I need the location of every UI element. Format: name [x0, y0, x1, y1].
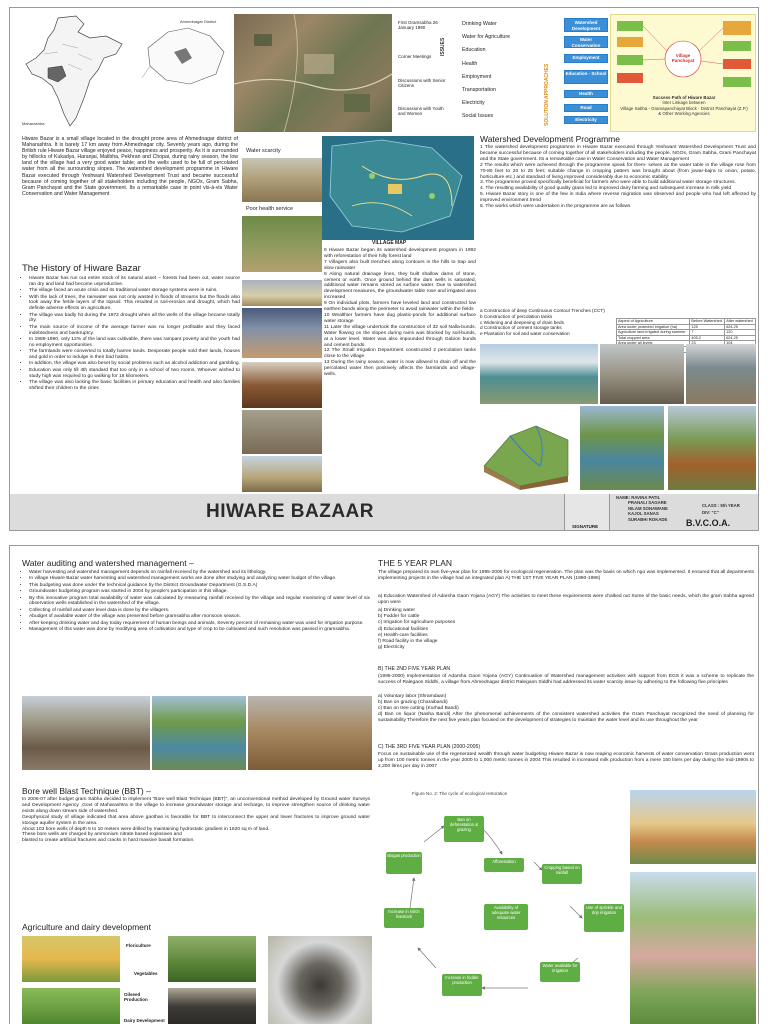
table-cell: 120 — [725, 330, 756, 336]
intro-paragraph: Hiware Bazar is a small village located in the drought prone area of Ahmednagar district of Maharashtra. It is barely 17 km away from Ahmednagar city. Seventy years ago, during the British rule Hiware Bazar village enjoyed peace, happiness and prosperity. As it is surrounded by hillocks of Kukadya, Haranjai, Malibha, Pekhran and Chopai, during rainy season, the low land of the village had a very good water table; and the wells used to be full of percolated water from all the surrounding slopes. The watershed development programme in Hiware Bazar executed through Yeshwant Watershed Development Trust and became successful because of coming together of all stakeholders including the people, NGOs, Gram Sabha, Gram Panchayat and the State government. Its a remarkable case in point vis-à-vis Water Conservation and Water Management — [22, 136, 238, 197]
solution-box: Health — [564, 90, 608, 98]
table-header: Aspect of Agriculture — [617, 319, 690, 325]
state-label: Maharashtra — [22, 121, 45, 126]
cycle-node: Availability of adequate water resources — [484, 904, 528, 930]
agri-label: Vegetables — [134, 971, 158, 976]
issue-item: Social Issues — [462, 113, 494, 120]
timeline-item: Corner Meetings — [398, 54, 432, 59]
works-item: b Construction of percolation tanks — [480, 313, 553, 319]
blast-photo — [268, 936, 372, 1024]
audit-item: • By this innovative program total availability of water was calculated by measuring rainfall received by the village and regular monitoring of water level of six observation wells established in the watershed of the village. — [29, 596, 370, 608]
pond-photo — [580, 406, 664, 490]
plan1-item: g) Electricity — [378, 645, 405, 651]
chart-caption-line: & Other Working Agencies — [658, 111, 710, 117]
history-list — [22, 276, 240, 392]
school-photo — [242, 308, 322, 358]
plan1-item: e) Health-care facilities — [378, 632, 428, 638]
plan1-text: a) Education Watershed of Adarsha Gaon Yojana (AGY) The activities to meet these requirements were chalked out Some of the basic needs, which the gram Sabha agreed upon were — [378, 594, 754, 605]
chart-caption — [613, 95, 755, 117]
table-cell: 624.25 — [725, 335, 756, 341]
meeting-photo — [22, 696, 150, 770]
audit-title: Water auditing and watershed management – — [22, 558, 194, 568]
chart-center-label: Village Panchayat — [671, 53, 695, 63]
names-label: NAME: RAVINA PATIL — [616, 495, 661, 500]
plan1-list — [378, 608, 455, 651]
embankment-photo — [600, 344, 684, 404]
works-list — [480, 308, 618, 337]
timeline — [396, 16, 452, 132]
poor-health-photo — [242, 216, 322, 272]
cycle-node: Cropping based on rainfall — [542, 864, 582, 884]
plan3-text: Focus on sustainable use of the regenerated wealth through water budgeting Hiware Bazar is now reaping economic harvests of water conservation Grass production went up from 100 metric tonnes in the year 2000 to 1,000 metric tonnes in 2004 This resulted in increased milk production from a mere 150 liters per day during the mid-1990s to 2,200 litres per day in 2007 — [378, 752, 754, 769]
dairy-photo — [168, 988, 256, 1024]
history-title: The History of Hiware Bazar — [22, 263, 141, 274]
issue-item: Drinking Water — [462, 21, 497, 27]
history-item: • The village faced an acute crisis and its traditional water storage systems were in ruins. — [29, 288, 240, 294]
plan1-item: c) Irrigation for agriculture purposes — [378, 620, 456, 626]
cycle-node: Increase in milch livestock — [384, 908, 424, 928]
history-item: • The village was also lacking the basic facilities in primary education and health and also families shifted their children to the cities — [29, 380, 240, 392]
timeline-item: Discussions with Senior Citizens — [398, 78, 446, 89]
works-item: a Construction of deep Continuous Contour Trenches (CCT) — [480, 308, 605, 313]
walking-photo — [242, 456, 322, 492]
plan1-item: f) Road facility in the village — [378, 639, 438, 645]
table-cell: 624.25 — [725, 324, 756, 330]
table-cell: 125 — [690, 324, 725, 330]
history-item: • Hiware Bazar has run out entire stock of its natural asset – forests had been cut, water source ran dry and land had become unproductive. — [29, 276, 240, 288]
solution-box: Watershed Development — [564, 18, 608, 32]
water-scarcity-label: Water scarcity — [246, 148, 281, 154]
timeline-item: Discussions with Youth and Women — [398, 106, 444, 117]
table-cell: Agriculture land irrigated during summer — [617, 330, 690, 336]
plan-intro: The village prepared its own five-year plan for 1995-2000 for ecological regeneration. The plan was the basis on which ngo was implemented. It ensured that all departments implementing projects in the village had an integrated plan A) THE 1ST FIVE YEAR PLAN (1990-1995) — [378, 570, 754, 581]
cycle-node: Ban on deforestation & grazing — [444, 816, 484, 842]
liquor-photo — [242, 362, 322, 408]
div-label: DIV: "C" — [702, 510, 719, 515]
plan2-item: d) Ban on liquor (Nasha Bandi) After the phenomenal achievements of the consistent watershed activities the Gram Panchayat recognized the need of planning for sustainability Therefore the next five years plan focused on the development of strategies to maintain the water level and its use throughout the year — [378, 711, 754, 723]
class-label: CLASS : 5th YEAR — [702, 503, 740, 508]
plan2-title: B) THE 2ND FIVE YEAR PLAN — [378, 666, 451, 672]
plan1-item: b) Fodder for cattle — [378, 614, 420, 620]
figure-caption: Figure No. 2: The cycle of ecological restoration — [412, 791, 508, 796]
gathering-photo — [242, 410, 322, 454]
history-item: • The farmlands were converted to totally barren lands. Desperate people sold their lands, houses and gold in order to indulge in their bad habits. — [29, 349, 240, 361]
plan2-item: c) Ban on tree cutting (Kurhad Bandi) — [378, 705, 459, 711]
plan2-list — [378, 694, 754, 724]
agri-title: Agriculture and dairy development — [22, 922, 151, 932]
history-item: • Education was only till 4th standard that too only in a school of two rooms. Whoever wished to study high was required to go walking for 16 kilometers. — [29, 368, 240, 380]
district-map — [138, 18, 234, 96]
house-photo-2 — [630, 872, 756, 1024]
dry-bed-photo — [248, 696, 372, 770]
village-map-image — [322, 136, 474, 240]
cycle-node: Increase in fodder production — [442, 974, 482, 996]
oilseed-photo — [22, 988, 120, 1024]
audit-item: • Collecting of rainfall and water level data is done by the villagers. — [29, 608, 370, 614]
history-item: • The village was badly hit during the 1972 drought when all the wells of the village became totally dry. — [29, 313, 240, 325]
audit-item: • Abudget of available water of the village was presented before gramsabha after monsoon season. — [29, 614, 370, 620]
audit-item: • This budgeting was done under the technical guidance by the District Groundwater Department (G.S.D.A) — [29, 583, 370, 589]
audit-item: • Management of this water was done by modifying area of cultivation and type of crop to be cultivated and such resolution was passed in gramsabha. — [29, 627, 370, 633]
audit-item: • Water harvesting and watershed management depends on rainfall received by the watershed and its lithology. — [29, 570, 370, 576]
solution-box: Employment — [564, 54, 608, 63]
issues-list — [462, 18, 534, 124]
issue-item: Transportation — [462, 87, 496, 94]
vegetables-photo — [168, 936, 256, 982]
bbt-text: In 2006-07 after budget gram Sabha decided to implement "Bore well Blast Technique (BBT)", an unconventional method developed by Ground water Surveys and Development Agency ,Govt of Maharashtra in the village to increase groundwater storage and recharge, to improve strengthen source of drinking water exists along down stream side of watershed. Geophysical study of village indicated that area above gaothan is favorable for BBT to interconnect the upper and lower fractures to improve ground water storage aquifer system in the area. About 103 bore wells of depth 5 to 10 meters were drilled by maintaining hydrostatic gradient in 1620 sq m of land. These bore wells are charged by ammonium nitrate based explosives and blasted to create artificial fractures and cracks in hard massive basalt formation. — [22, 797, 370, 844]
table-header: After watershed — [725, 319, 756, 325]
works-item: c Widening and deepening of drain beds — [480, 319, 564, 325]
works-item: e Plantation for soil and water conservation — [480, 331, 570, 337]
signature-label: SIGNATURE — [572, 524, 599, 529]
agri-label: Dairy Development — [124, 1018, 165, 1023]
plan3-title: C) THE 3RD FIVE YEAR PLAN (2000-2005) — [378, 744, 481, 750]
plan2-item: b) Ban on grazing (Charaibandi) — [378, 699, 448, 705]
ecological-cycle-diagram — [378, 798, 626, 1024]
lake-photo — [152, 696, 246, 770]
poster-sheet-2 — [9, 545, 759, 1024]
cycle-node: Water available for irrigation — [540, 962, 580, 982]
student-name: PRANALI SAGARE — [628, 500, 667, 506]
agri-label: Floriculture — [126, 943, 151, 948]
table-cell: 405.2 — [690, 335, 725, 341]
solution-box: Education - School — [564, 70, 608, 84]
audit-item: • After keeping drinking water and day today requirement of human beings and animals, Seventy percent of remaining water was used for irrigation purpose. — [29, 621, 370, 627]
student-name: SURABHI ROKADE — [628, 516, 668, 522]
plan2-item: a) Voluntary labor (Shramdaan) — [378, 694, 447, 699]
history-item: • With the lack of trees, the rainwater was not only wasted in floods of streams but the floods also took away the fertile layers of the topsoil. This resulted in soil-erosion and drought, which had definite adverse effects on agriculture. — [29, 295, 240, 312]
history-item: • In 1989-1990, only 12% of the land was cultivable, there was rampant poverty and the youth had no employment opportunities. — [29, 337, 240, 349]
timeline-item: First Gramsabha 26 January 1990 — [398, 20, 438, 31]
village-points: 6 Hiware Bazar began its watershed development program in 1992 with reforestation of their hilly forest land 7 Villagers also built trenches along contours in the hills to trap and slow rainwater 8 Along natural drainage lines, they built shallow dams of stone, cement or earth. Once ground behind the dam wells is saturated, additional water remains stored as surface water. Due to watershed development measures, the groundwater table rose and irrigated area increased 9 On individual plots, farmers have leveled land and constructed low earthen bunds along the perimeter to avoid rainwater within the fields 10 Wealthier farmers have dug plastic-ponds for additional surface water storage 11 Later the village undertook the construction of 32 soil Nalla-bunds. Water flowing on the slopes during rains was blocked by soil-bunds, at a lower level. Water was also impounded through Gabion bunds and cement bunds. 12 The Small Irrigation Department constructed 2 percolation tanks close to the village 13 During the rainy season, water is now allowed to drain off and the percolated water then positively affects the farmlands and village-wells. — [324, 248, 476, 378]
solution-approaches-label: SOLUTION APPROACHES — [544, 63, 550, 126]
plan1-item: a) Drinking water — [378, 608, 415, 613]
chart-caption-line: Village Sabha - Gramapanchayat Block - District Panchayat (Z.P.) — [620, 105, 748, 111]
audit-item: • Groundwater budgeting program was started in 2004 by people's participation in this village. — [29, 589, 370, 595]
issue-item: Electricity — [462, 100, 485, 107]
history-item: • The main source of income of the average farmer was no longer profitable and they faced indebtedness and bankruptcy. — [29, 325, 240, 337]
solution-box: Electricity — [564, 116, 608, 124]
table-cell: 7 — [690, 330, 725, 336]
village-map-label: VILLAGE MAP — [372, 240, 407, 246]
student-name: KAJOL SANAS — [628, 511, 659, 517]
college-name: B.V.C.O.A. — [686, 518, 731, 528]
plan-title: THE 5 YEAR PLAN — [378, 558, 453, 568]
audit-item: • In village Hiware Bazar water harvesting and watershed management works are done after studying and analyzing water budget of the village. — [29, 576, 370, 582]
watershed-title: Watershed Development Programme — [480, 134, 620, 144]
issue-item: Water for Agriculture — [462, 34, 511, 41]
india-map — [18, 14, 138, 132]
watershed-text: 1 The watershed development programme in Hiware Bazar executed through Yeshwant Watershed Development Trust and became successful because of coming together of all stakeholders including the people, NGOs, Gram Sabha, Gram Panchayat and the State government. Its a remarkable case in Water Conservation and Water Management 2 The results which were achieved through the programme speak for them- selves as the water table in the village rose from 70-80 feet to 20 to 25 feet; suitable change in cropping pattern was brought about (from jowar-bajra to onion, potato, horticulture etc.) and standard of living improved considerably due to economic stability 3. The programme proved specifically beneficial for farmers who were able to build additional water storage structures. 4. The resulting availability of good quality grass led to improved dairy farming and subsequent increase in milk yield 5. Hiware Bazar story is one of the few in India where reverse migration was observed and people who had left affected by improved environment trend 6. The works which were undertaken in the programme are as follows — [480, 145, 756, 210]
chart-caption-line: Success Path of Hiware Bazar — [652, 95, 716, 100]
history-item: • In addition, the village was also beset by social problems such as alcohol addiction and gambling. — [29, 361, 240, 367]
success-path-chart — [610, 14, 756, 132]
solution-box: Road — [564, 104, 608, 112]
bbt-title: Bore well Blast Technique (BBT) – — [22, 786, 151, 796]
floriculture-photo — [22, 936, 120, 982]
trench-photo — [668, 406, 756, 490]
tank-photo — [686, 344, 756, 404]
district-label: Ahmednagar District — [180, 19, 217, 24]
table-cell: Total cropped area — [617, 335, 690, 341]
plan2-text: (1995-2000) Implementation of Adarsha Gaon Yojana (AGY) Continuation of Watershed management activities with support from EGS it was a scheme to replicate the success of Ralegaon Siddhi, a village from Ahmednagar district Ralegaon Siddhi had addressed its water scarcity issue by adhering to the following five principles — [378, 674, 754, 685]
works-item: d Construction of cement storage tanks — [480, 325, 562, 331]
audit-list — [22, 570, 370, 633]
cycle-node: Afforestation — [484, 858, 524, 872]
solution-box: Water Conservation — [564, 36, 608, 48]
agri-label: Oilseed Production — [124, 992, 148, 1002]
student-name: NILAM SONAWANE — [628, 505, 668, 511]
watershed-diagram — [480, 406, 572, 490]
plan1-item: d) Educational facilities — [378, 626, 429, 632]
issue-item: Education — [462, 47, 486, 54]
house-photo-1 — [630, 790, 756, 864]
poster-sheet-1 — [9, 7, 759, 531]
reservoir-photo — [480, 344, 598, 404]
cycle-node: Biogas production — [386, 852, 422, 874]
cycle-node: Use of sprinkle and drip irrigation — [584, 904, 624, 932]
chart-caption-line: Inter Linkage between — [662, 100, 706, 106]
student-names — [616, 495, 668, 522]
table-header: Before Watershed — [690, 319, 725, 325]
village-photo-1 — [242, 280, 322, 306]
poor-health-label: Poor health service — [246, 206, 294, 212]
issues-label: ISSUES — [440, 37, 446, 56]
issue-item: Health — [462, 60, 478, 67]
page-title: HIWARE BAZAAR — [206, 501, 374, 522]
table-cell: Area under protected irrigation (ha) — [617, 324, 690, 330]
aerial-photo — [234, 14, 392, 132]
issue-item: Employment — [462, 73, 492, 80]
water-scarcity-photo — [242, 158, 322, 202]
